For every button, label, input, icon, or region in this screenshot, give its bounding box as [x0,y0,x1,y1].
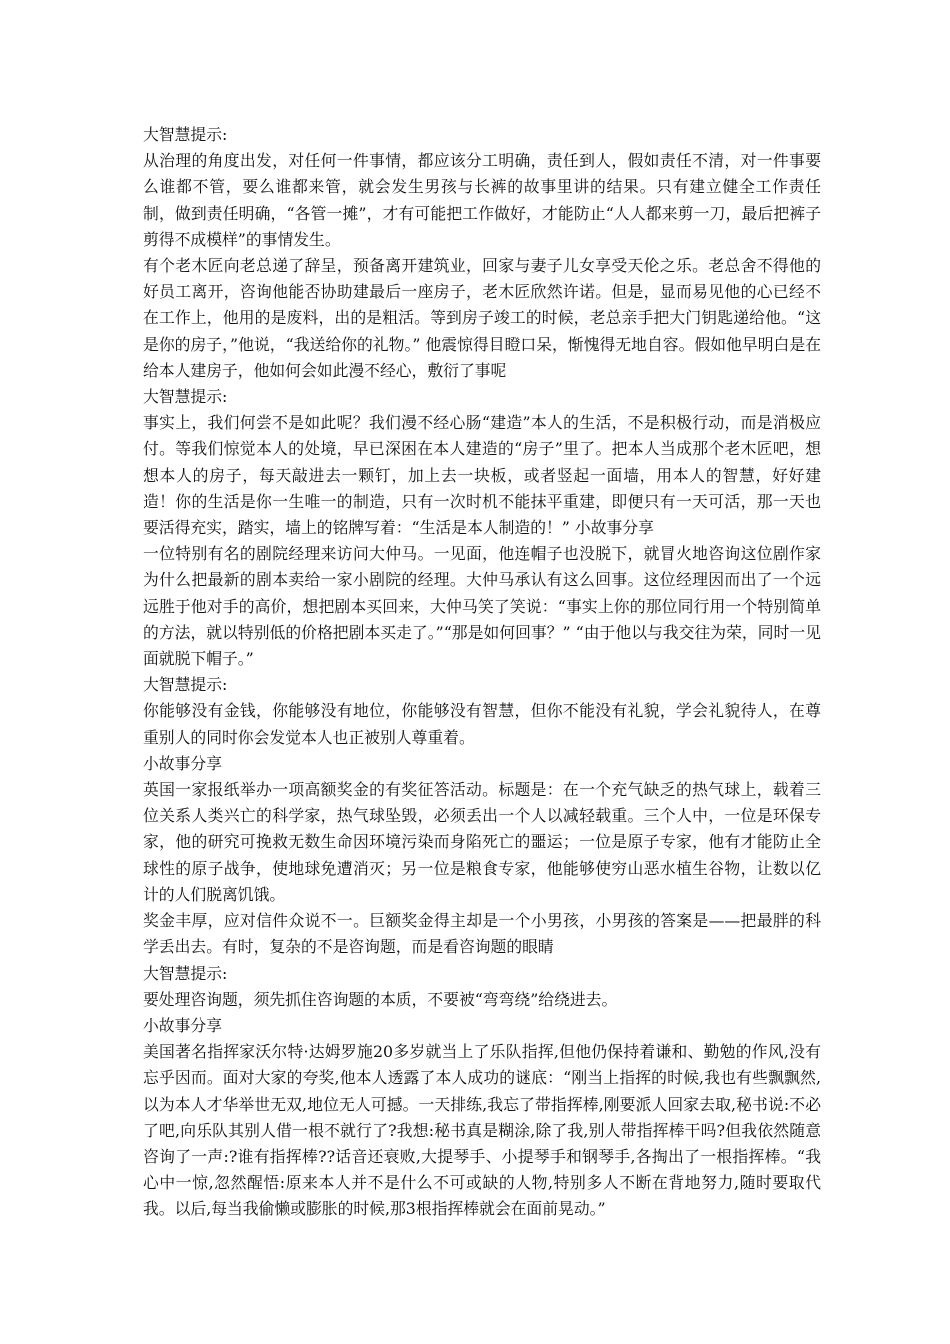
tip-heading: 大智慧提示: [143,675,228,695]
body-paragraph: 事实上，我们何尝不是如此呢？我们漫不经心肠“建造”本人的生活，不是积极行动，而是消极应付。等我们惊觉本人的处境，早已深困在本人建造的“房子”里了。把本人当成那个老木匠吧，想想本人的房子，每天敲进去一颗钉，加上去一块板，或者竖起一面墙，用本人的智慧，好好建造！你的生活是你一生唯一的制造，只有一次时机不能抹平重建，即便只有一天可活，那一天也要活得充实，踏实，墙上的铭牌写着：“生活是本人制造的！” 小故事分享 [143,413,821,538]
body-paragraph: 奖金丰厚，应对信件众说不一。巨额奖金得主却是一个小男孩，小男孩的答案是——把最胖的科学丢出去。有时，复杂的不是咨询题，而是看咨询题的眼睛 [143,911,821,957]
tip-heading: 大智慧提示: [143,387,228,407]
body-paragraph: 一位特别有名的剧院经理来访问大仲马。一见面，他连帽子也没脱下，就冒火地咨询这位剧作家为什么把最新的剧本卖给一家小剧院的经理。大仲马承认有这么回事。这位经理因而出了一个远远胜于他对手的高价，想把剧本买回来，大仲马笑了笑说：“事实上你的那位同行用一个特别简单的方法，就以特别低的价格把剧本买走了。”“那是如何回事？” “由于他以与我交往为荣，同时一见面就脱下帽子。” [143,544,821,669]
document-body [143,122,821,1223]
body-paragraph: 从治理的角度出发，对任何一件事情，都应该分工明确，责任到人，假如责任不清，对一件事要么谁都不管，要么谁都来管，就会发生男孩与长裤的故事里讲的结果。只有建立健全工作责任制，做到责任明确，“各管一摊”，才有可能把工作做好，才能防止“人人都来剪一刀，最后把裤子剪得不成模样”的事情发生。 [143,151,821,249]
body-paragraph: 英国一家报纸举办一项高额奖金的有奖征答活动。标题是：在一个充气缺乏的热气球上，载着三位关系人类兴亡的科学家，热气球坠毁，必须丢出一个人以减轻载重。三个人中，一位是环保专家，他的研究可挽救无数生命因环境污染而身陷死亡的噩运；一位是原子专家，他有才能防止全球性的原子战争，使地球免遭消灭；另一位是粮食专家，他能够使穷山恶水植生谷物，让数以亿计的人们脱离饥饿。 [143,780,821,904]
story-heading: 小故事分享 [143,753,222,773]
story-heading: 小故事分享 [143,1015,222,1035]
body-paragraph: 要处理咨询题，须先抓住咨询题的本质，不要被“弯弯绕”给绕进去。 [143,989,618,1009]
tip-heading: 大智慧提示: [143,125,228,144]
body-paragraph: 美国著名指挥家沃尔特·达姆罗施20多岁就当上了乐队指挥,但他仍保持着谦和、勤勉的作风,没有忘乎因而。面对大家的夸奖,他本人透露了本人成功的谜底：“刚当上指挥的时候,我也有些飘飘然,以为本人才华举世无双,地位无人可撼。一天排练,我忘了带指挥棒,刚要派人回家去取,秘书说:不必了吧,向乐队其别人借一根不就行了?我想:秘书真是糊涂,除了我,别人带指挥棒干吗?但我依然随意咨询了一声:?谁有指挥棒??话音还衰败,大提琴手、小提琴手和钢琴手,各掏出了一根指挥棒。“我心中一惊,忽然醒悟:原来本人并不是什么不可或缺的人物,特别多人不断在背地努力,随时要取代我。以后,每当我偷懒或膨胀的时候,那3根指挥棒就会在面前晃动。” [143,1042,821,1219]
body-paragraph: 有个老木匠向老总递了辞呈，预备离开建筑业，回家与妻子儿女享受天伦之乐。老总舍不得他的好员工离开，咨询他能否协助建最后一座房子，老木匠欣然许诺。但是，显而易见他的心已经不在工作上，他用的是废料，出的是粗活。等到房子竣工的时候，老总亲手把大门钥匙递给他。“这是你的房子，”他说，“我送给你的礼物。” 他震惊得目瞪口呆，惭愧得无地自容。假如他早明白是在给本人建房子，他如何会如此漫不经心，敷衍了事呢 [143,256,821,380]
body-paragraph: 你能够没有金钱，你能够没有地位，你能够没有智慧，但你不能没有礼貌，学会礼貌待人，在尊重别人的同时你会发觉本人也正被别人尊重着。 [143,701,821,747]
tip-heading: 大智慧提示: [143,963,228,983]
